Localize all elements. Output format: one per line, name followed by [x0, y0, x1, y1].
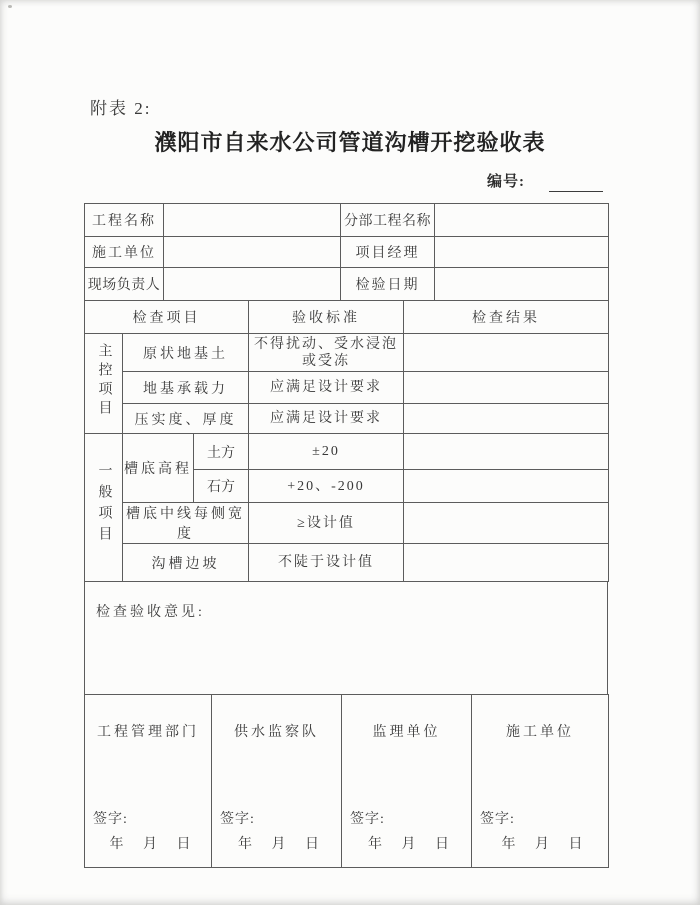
table-row	[85, 372, 609, 404]
water-inspection-team-label: 供水监察队	[234, 725, 319, 740]
table-row	[85, 268, 609, 301]
date-blank-line: 年 月 日	[501, 837, 583, 852]
acceptance-opinion-box	[84, 581, 608, 695]
acceptance-form-table	[84, 203, 608, 868]
construction-unit-sign-label: 施工单位	[506, 725, 574, 740]
trench-bottom-elevation-item: 槽底高程	[123, 434, 194, 503]
signature-table	[84, 694, 609, 868]
table-row	[85, 503, 609, 544]
main-control-group-cell	[85, 334, 123, 434]
site-leader-label: 现场负责人	[85, 268, 164, 301]
bearing-capacity-result-cell	[404, 372, 609, 404]
annex-label: 附表 2:	[90, 99, 152, 118]
inspection-date-label: 检验日期	[341, 268, 435, 301]
rockwork-standard: +20、-200	[249, 470, 404, 503]
acceptance-standard-header: 验收标准	[249, 301, 404, 334]
table-header-row	[85, 301, 609, 334]
construction-unit-label: 施工单位	[85, 237, 164, 268]
check-item-header: 检查项目	[85, 301, 249, 334]
signature-cell-water-inspection-team	[212, 695, 342, 868]
inspection-date-value-cell	[435, 268, 609, 301]
project-manager-label: 项目经理	[341, 237, 435, 268]
general-group-label: 一般项目	[96, 463, 112, 547]
serial-number-blank	[549, 191, 603, 192]
signature-label: 签字:	[350, 812, 385, 827]
date-blank-line: 年 月 日	[109, 837, 191, 852]
project-info-table	[84, 203, 609, 301]
trench-slope-result-cell	[404, 544, 609, 582]
signature-row	[85, 695, 609, 868]
undisturbed-soil-standard: 不得扰动、受水浸泡或受冻	[249, 334, 404, 372]
centerline-width-standard: ≥设计值	[249, 503, 404, 544]
signature-cell-supervision-unit	[342, 695, 472, 868]
signature-label: 签字:	[220, 812, 255, 827]
table-row	[85, 334, 609, 372]
signature-cell-construction-unit	[472, 695, 609, 868]
general-group-cell	[85, 434, 123, 582]
rockwork-subitem: 石方	[194, 470, 249, 503]
inspection-items-table	[84, 300, 609, 582]
centerline-width-item: 槽底中线每侧宽度	[123, 503, 249, 544]
bearing-capacity-item: 地基承载力	[123, 372, 249, 404]
earthwork-subitem: 土方	[194, 434, 249, 470]
table-row	[85, 204, 609, 237]
supervision-unit-label: 监理单位	[372, 725, 441, 740]
undisturbed-soil-item: 原状地基土	[123, 334, 249, 372]
table-row	[85, 434, 609, 470]
check-result-header: 检查结果	[404, 301, 609, 334]
date-blank-line: 年 月 日	[238, 837, 319, 852]
table-row	[85, 544, 609, 582]
compaction-thickness-result-cell	[404, 404, 609, 434]
form-title: 濮阳市自来水公司管道沟槽开挖验收表	[154, 130, 546, 155]
rockwork-result-cell	[404, 470, 609, 503]
compaction-thickness-item: 压实度、厚度	[123, 404, 249, 434]
construction-unit-value-cell	[164, 237, 341, 268]
engineering-dept-label: 工程管理部门	[97, 725, 199, 740]
scan-artifact	[8, 5, 12, 8]
undisturbed-soil-result-cell	[404, 334, 609, 372]
signature-label: 签字:	[480, 812, 515, 827]
table-row	[85, 404, 609, 434]
subproject-name-label: 分部工程名称	[341, 204, 435, 237]
serial-number-label: 编号:	[487, 174, 525, 190]
project-name-label: 工程名称	[85, 204, 164, 237]
centerline-width-result-cell	[404, 503, 609, 544]
table-row	[85, 237, 609, 268]
trench-slope-item: 沟槽边坡	[123, 544, 249, 582]
date-blank-line: 年 月 日	[368, 837, 449, 852]
earthwork-standard: ±20	[249, 434, 404, 470]
subproject-name-value-cell	[435, 204, 609, 237]
project-name-value-cell	[164, 204, 341, 237]
bearing-capacity-standard: 应满足设计要求	[249, 372, 404, 404]
earthwork-result-cell	[404, 434, 609, 470]
site-leader-value-cell	[164, 268, 341, 301]
signature-cell-engineering-dept	[85, 695, 212, 868]
signature-label: 签字:	[93, 812, 128, 827]
project-manager-value-cell	[435, 237, 609, 268]
acceptance-opinion-label: 检查验收意见:	[96, 605, 205, 620]
main-control-group-label: 主控项目	[96, 343, 112, 419]
trench-slope-standard: 不陡于设计值	[249, 544, 404, 582]
compaction-thickness-standard: 应满足设计要求	[249, 404, 404, 434]
